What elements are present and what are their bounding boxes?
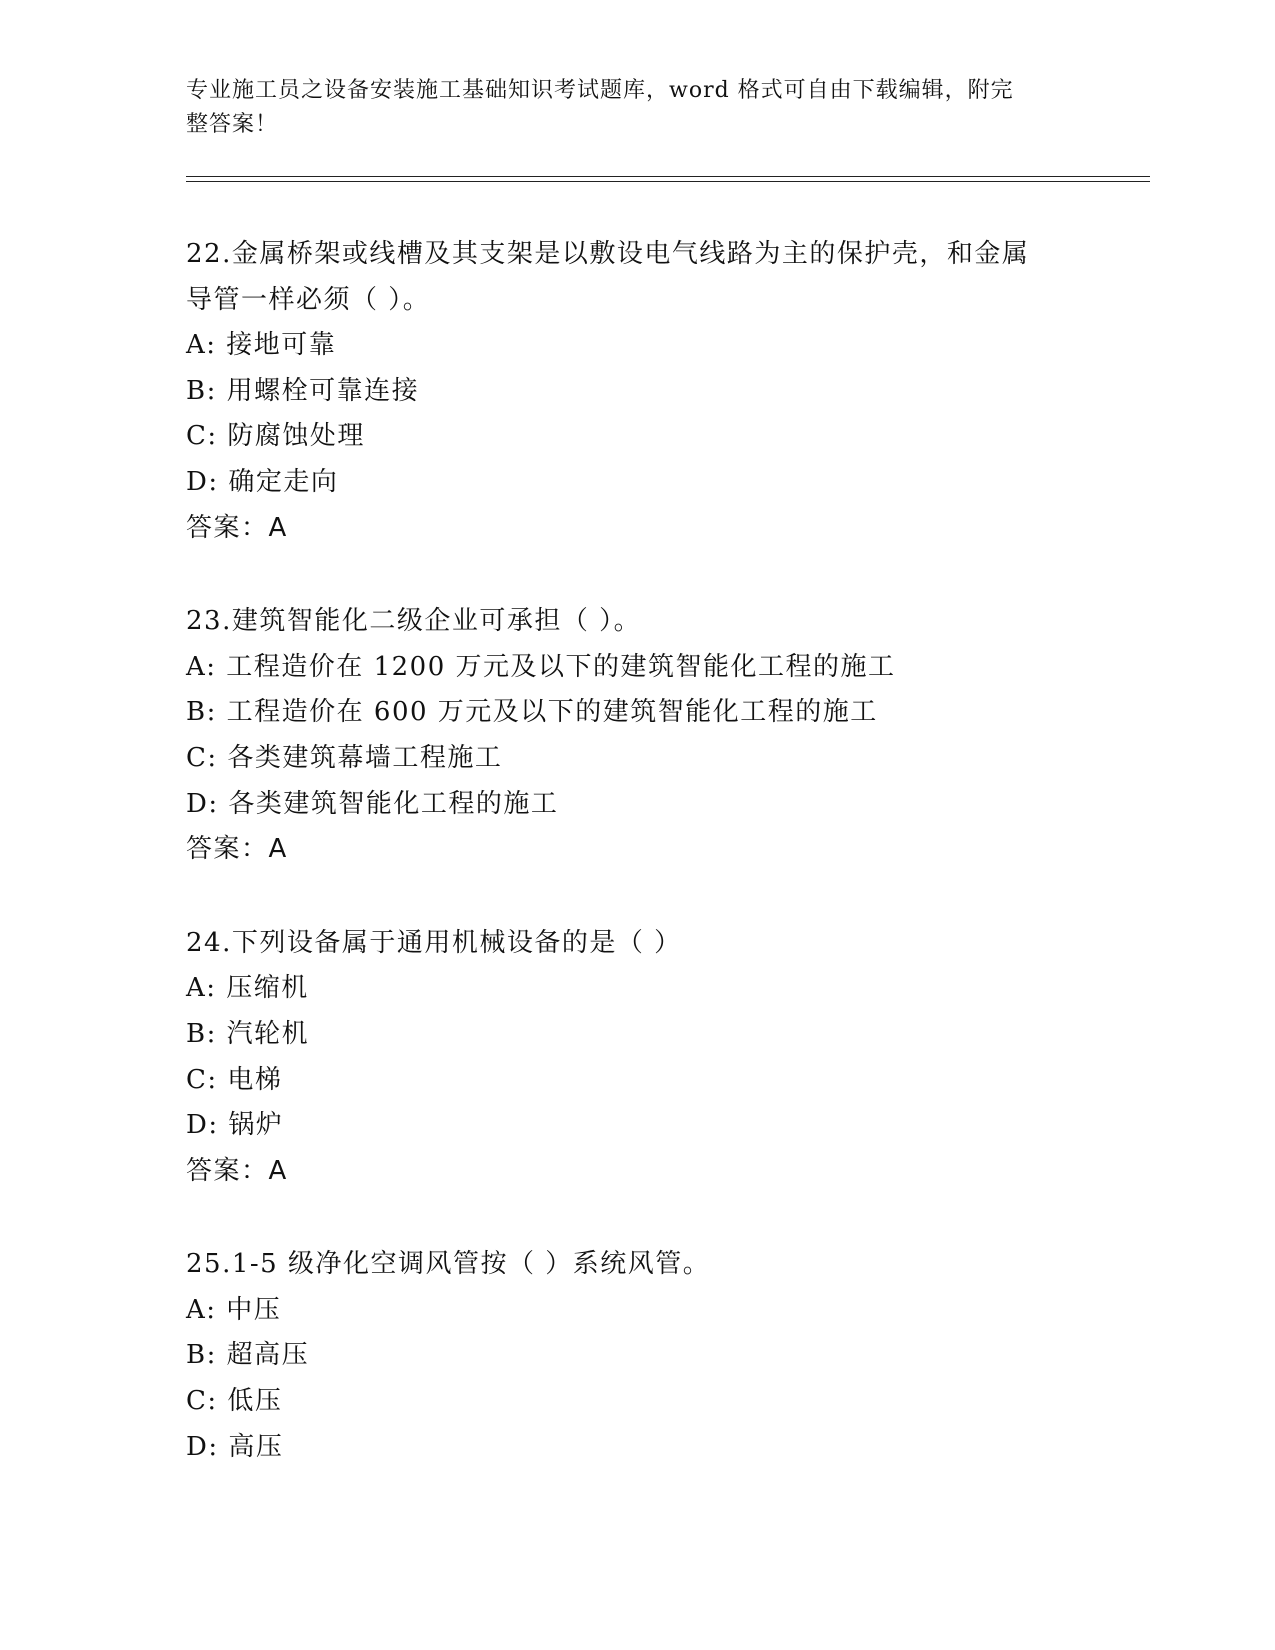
answer-value: A [268, 834, 288, 865]
question-25 [186, 1242, 1086, 1470]
header-divider-top [186, 176, 1150, 177]
option-a: A: 压缩机 [186, 973, 309, 1004]
question-stem: 22.金属桥架或线槽及其支架是以敷设电气线路为主的保护壳，和金属 [186, 239, 1030, 269]
answer-label: 答案： [186, 1155, 269, 1186]
option-a: A: 工程造价在 1200 万元及以下的建筑智能化工程的施工 [186, 651, 896, 682]
option-b: B: 用螺栓可靠连接 [186, 375, 420, 406]
option-d: D: 锅炉 [186, 1110, 284, 1141]
question-23 [186, 599, 1086, 873]
option-c: C: 各类建筑幕墙工程施工 [186, 742, 503, 773]
option-b: B: 工程造价在 600 万元及以下的建筑智能化工程的施工 [186, 697, 878, 728]
option-b: B: 超高压 [186, 1340, 310, 1371]
option-d: D: 各类建筑智能化工程的施工 [186, 788, 559, 819]
question-22 [186, 232, 1086, 551]
question-list [186, 232, 1086, 1518]
option-d: D: 高压 [186, 1431, 284, 1462]
answer-label: 答案： [186, 834, 269, 865]
question-stem: 25.1-5 级净化空调风管按（ ）系统风管。 [186, 1249, 711, 1280]
option-c: C: 电梯 [186, 1064, 283, 1095]
answer-value: A [268, 1155, 288, 1186]
question-24 [186, 921, 1086, 1195]
question-stem: 导管一样必须（ ）。 [186, 284, 431, 315]
header-line-2: 整答案！ [186, 112, 279, 137]
option-d: D: 确定走向 [186, 466, 339, 497]
answer-value: A [268, 512, 288, 543]
answer [186, 827, 1086, 873]
answer [186, 1149, 1086, 1195]
option-c: C: 防腐蚀处理 [186, 421, 365, 452]
option-c: C: 低压 [186, 1386, 283, 1417]
header-line-1: 专业施工员之设备安装施工基础知识考试题库，word 格式可自由下载编辑，附完 [186, 78, 1014, 103]
question-stem: 24.下列设备属于通用机械设备的是（ ） [186, 927, 682, 958]
answer [186, 506, 1086, 552]
question-stem: 23.建筑智能化二级企业可承担（ ）。 [186, 606, 642, 637]
header-divider-bottom [186, 181, 1150, 182]
answer-label: 答案： [186, 512, 269, 543]
option-b: B: 汽轮机 [186, 1018, 310, 1049]
option-a: A: 中压 [186, 1294, 282, 1325]
document-header [186, 74, 1066, 142]
option-a: A: 接地可靠 [186, 330, 337, 361]
